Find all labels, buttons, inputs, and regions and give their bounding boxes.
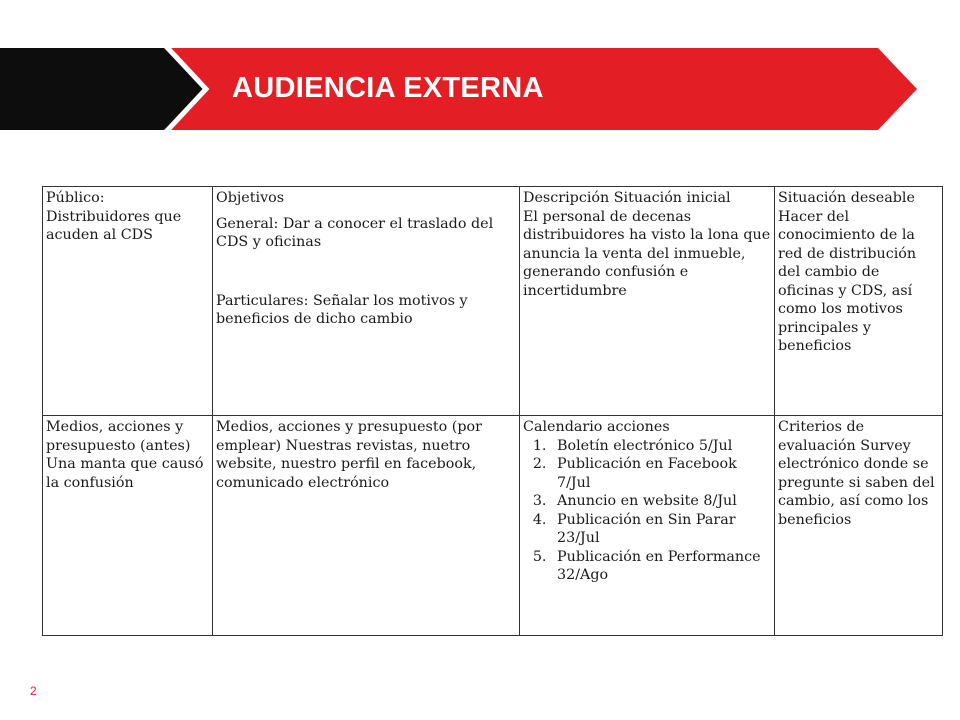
publico-text: Público: Distribuidores que acuden al CDS [46, 190, 182, 243]
cell-criterios [775, 416, 943, 636]
situacion-deseable-heading: Situación deseable [778, 190, 915, 206]
criterios-text: Criterios de evaluación Survey electrónico donde se pregunte si saben del cambio, así como los beneficios [778, 419, 935, 528]
cell-publico [43, 187, 213, 416]
calendario-heading: Calendario acciones [523, 419, 670, 435]
cell-medios-por-emplear [213, 416, 520, 636]
medios-antes-text: Medios, acciones y presupuesto (antes) Una manta que causó la confusión [46, 419, 204, 491]
list-item: 2. Publicación en Facebook 7/Jul [551, 455, 771, 492]
cell-situacion-inicial [520, 187, 775, 416]
situacion-inicial-heading: Descripción Situación inicial [523, 190, 731, 206]
medios-por-emplear-text: Medios, acciones y presupuesto (por emplear) Nuestras revistas, nuetro website, nuestro perfil en facebook, comunicado electrónico [216, 419, 482, 491]
situacion-deseable-text: Hacer del conocimiento de la red de distribución del cambio de oficinas y CDS, así como los motivos principales y beneficios [778, 208, 917, 354]
list-item: 5. Publicación en Performance 32/Ago [551, 548, 771, 585]
page-number: 2 [30, 684, 37, 698]
cell-calendario [520, 416, 775, 636]
slide-title: AUDIENCIA EXTERNA [232, 72, 544, 104]
cell-situacion-deseable [775, 187, 943, 416]
situacion-inicial-text: El personal de decenas distribuidores ha visto la lona que anuncia la venta del inmueble, generando confusión e incertidumbre [523, 208, 771, 299]
calendario-list [523, 437, 771, 585]
banner-black-block [0, 48, 204, 130]
list-item: 3. Anuncio en website 8/Jul [551, 492, 771, 511]
list-item: 1. Boletín electrónico 5/Jul [551, 437, 771, 456]
cell-medios-antes [43, 416, 213, 636]
table-row [43, 416, 943, 636]
communication-plan-table [42, 186, 943, 636]
objetivos-particulares: Particulares: Señalar los motivos y beneficios de dicho cambio [216, 292, 468, 327]
table-row [43, 187, 943, 416]
list-item: 4. Publicación en Sin Parar 23/Jul [551, 511, 771, 548]
cell-objetivos [213, 187, 520, 416]
objetivos-heading: Objetivos [216, 190, 285, 206]
header-banner [0, 0, 960, 140]
objetivo-general: General: Dar a conocer el traslado del CDS y oficinas [216, 215, 494, 250]
